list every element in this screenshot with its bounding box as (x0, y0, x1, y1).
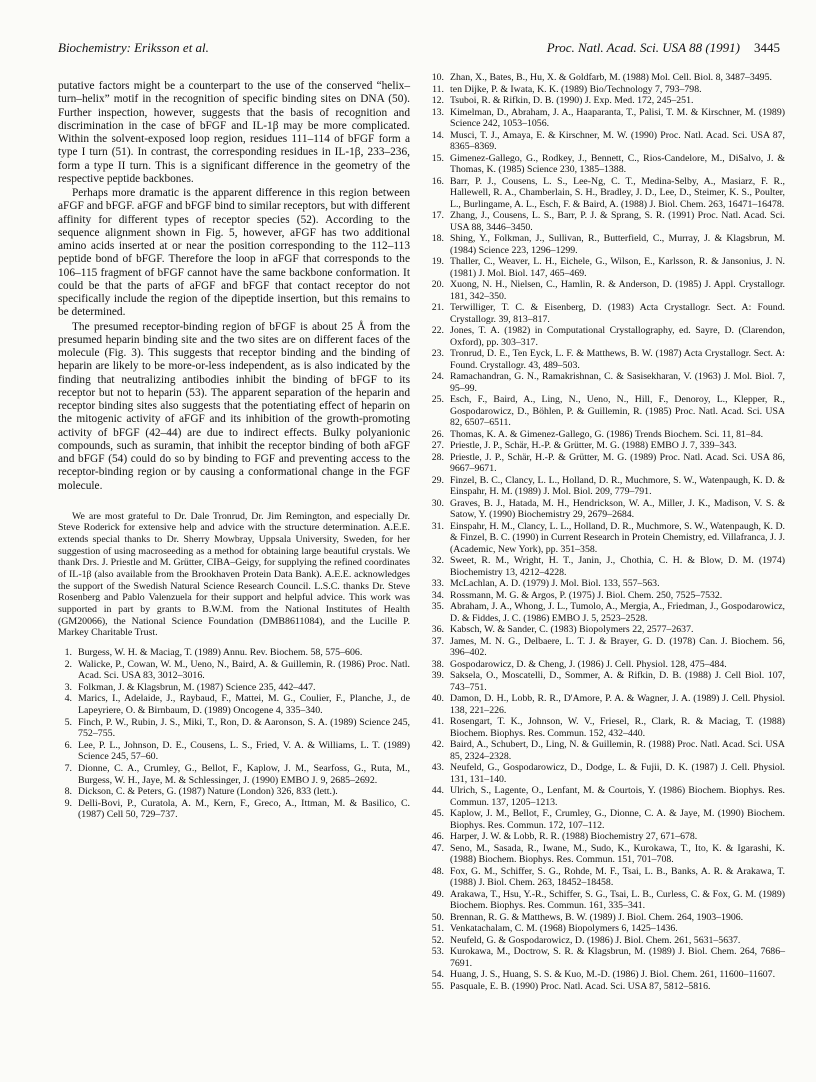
reference-number: 12. (431, 95, 444, 106)
reference-number: 31. (431, 520, 444, 532)
reference-item (430, 866, 785, 889)
reference-text: Thomas, K. A. & Gimenez-Gallego, G. (1986) Trends Biochem. Sci. 11, 81–84. (450, 428, 764, 440)
reference-text: Venkatachalam, C. M. (1968) Biopolymers 6, 1425–1436. (450, 923, 678, 934)
reference-number: 47. (431, 842, 444, 854)
reference-text: Priestle, J. P., Schär, H.-P. & Grütter, M. G. (1989) Proc. Natl. Acad. Sci. USA 86, 9667–9671. (450, 451, 785, 474)
reference-number: 24. (431, 371, 444, 382)
reference-item (430, 912, 785, 924)
journal-citation: Proc. Natl. Acad. Sci. USA 88 (1991) (546, 40, 740, 55)
reference-item (430, 302, 785, 325)
reference-number: 7. (64, 762, 72, 774)
reference-text: Rosengart, T. K., Johnson, W. V., Friesel, R., Clark, R. & Maciag, T. (1988) Biochem. Biophys. Res. Commun. 152, 432–440. (450, 716, 785, 739)
reference-item (430, 981, 785, 993)
reference-list-right (430, 72, 785, 992)
reference-text: Harper, J. W. & Lobb, R. R. (1988) Biochemistry 27, 671–678. (450, 831, 698, 842)
reference-number: 34. (431, 589, 444, 601)
reference-text: Terwilliger, T. C. & Eisenberg, D. (1983) Acta Crystallogr. Sect. A: Found. Crystallogr. 39, 813–817. (450, 302, 785, 325)
reference-text: Zhang, J., Cousens, L. S., Barr, P. J. & Sprang, S. R. (1991) Proc. Natl. Acad. Sci. USA 88, 3446–3450. (450, 210, 785, 233)
reference-number: 53. (431, 946, 444, 957)
reference-text: Finch, P. W., Rubin, J. S., Miki, T., Ron, D. & Aaronson, S. A. (1989) Science 245, 752–755. (78, 716, 410, 740)
reference-number: 43. (431, 762, 444, 773)
reference-number: 8. (64, 786, 72, 798)
reference-item (430, 739, 785, 762)
reference-number: 33. (431, 578, 444, 589)
reference-number: 21. (431, 302, 444, 313)
reference-item (430, 601, 785, 624)
body-paragraph: The presumed receptor-binding region of bFGF is about 25 Å from the presumed heparin binding site and the two sites are on different faces of the molecule (Fig. 3). This suggests that receptor binding and the binding of heparin are likely to be more-or-less independent, as is also indicated by the finding that neutralizing antibodies inhibit the binding of bFGF to its receptor but not to heparin (53). The apparent separation of the heparin and receptor binding sites also suggests that the potentiating effect of heparin on the mitogenic activity of aFGF and its inhibition of the growth-promoting activity of bFGF (42–44) are due to indirect effects. Bulky polyanionic compounds, such as suramin, that inhibit the receptor binding of both aFGF and bFGF (54) could do so by binding to FGF and preventing access to the receptor-binding region or by causing a conformational change in the FGF molecule. (58, 320, 410, 492)
reference-text: Kaplow, J. M., Bellot, F., Crumley, G., Dionne, C. A. & Jaye, M. (1990) Biochem. Biophys. Res. Commun. 172, 107–112. (450, 808, 785, 831)
reference-item (430, 555, 785, 578)
reference-item (430, 636, 785, 659)
reference-number: 46. (431, 831, 444, 842)
reference-text: Esch, F., Baird, A., Ling, N., Ueno, N., Hill, F., Denoroy, L., Klepper, R., Gospodarowicz, D., Böhlen, P. & Guillemin, R. (1985) Proc. Natl. Acad. Sci. USA 82, 6507–6511. (450, 394, 785, 428)
reference-number: 50. (431, 911, 444, 923)
reference-number: 23. (431, 348, 444, 359)
reference-number: 42. (431, 739, 444, 750)
reference-number: 9. (64, 797, 72, 809)
reference-item (430, 831, 785, 843)
reference-number: 22. (431, 325, 444, 336)
reference-item (430, 693, 785, 716)
reference-item (430, 325, 785, 348)
reference-number: 54. (431, 969, 444, 980)
reference-number: 32. (431, 555, 444, 566)
reference-number: 4. (64, 693, 72, 705)
reference-text: Abraham, J. A., Whong, J. L., Tumolo, A., Mergia, A., Friedman, J., Gospodarowicz, D. & Fiddes, J. C. (1986) EMBO J. 5, 2523–2528. (450, 601, 785, 624)
reference-item (430, 176, 785, 211)
reference-number: 28. (431, 451, 444, 463)
reference-text: Graves, B. J., Hatada, M. H., Hendrickson, W. A., Miller, J. K., Madison, V. S. & Satow, Y. (1990) Biochemistry 29, 2679–2684. (450, 497, 785, 520)
reference-item (430, 107, 785, 130)
reference-number: 49. (431, 888, 444, 900)
reference-text: Priestle, J. P., Schär, H.-P. & Grütter, M. G. (1988) EMBO J. 7, 339–343. (450, 440, 737, 451)
reference-number: 45. (431, 808, 444, 819)
reference-text: Barr, P. J., Cousens, L. S., Lee-Ng, C. T., Medina-Selby, A., Masiarz, F. R., Hallewell, R. A., Chamberlain, S. H., Bradley, J. D., Lee, D., Steimer, K. S., Poulter, L., Burlingame, A. L., Esch, F. & Baird, A. (1988) J. Biol. Chem. 263, 16471–16478. (450, 175, 785, 210)
reference-text: Burgess, W. H. & Maciag, T. (1989) Annu. Rev. Biochem. 58, 575–606. (78, 646, 363, 658)
reference-item (430, 969, 785, 981)
reference-item (58, 647, 410, 659)
reference-item (430, 659, 785, 671)
reference-text: Gospodarowicz, D. & Cheng, J. (1986) J. Cell. Physiol. 128, 475–484. (450, 658, 727, 670)
reference-text: Einspahr, H. M., Clancy, L. L., Holland, D. R., Muchmore, S. W., Watenpaugh, K. D. & Finzel, B. C. (1990) in Current Research in Protein Chemistry, ed. Villafranca, J. J. (Academic, New York), pp. 351–358. (450, 520, 785, 555)
reference-item (430, 95, 785, 107)
reference-item (430, 394, 785, 429)
reference-text: Gimenez-Gallego, G., Rodkey, J., Bennett, C., Rios-Candelore, M., DiSalvo, J. & Thomas, K. (1985) Science 230, 1385–1388. (450, 152, 785, 175)
reference-text: Dionne, C. A., Crumley, G., Bellot, F., Kaplow, J. M., Searfoss, G., Ruta, M., Burgess, W. H., Jaye, M. & Schlessinger, J. (1990) EMBO J. 9, 2685–2692. (78, 762, 410, 786)
reference-number: 13. (431, 106, 444, 118)
reference-number: 20. (431, 279, 444, 290)
reference-item (430, 348, 785, 371)
reference-number: 27. (431, 440, 444, 451)
running-header-left: Biochemistry: Eriksson et al. (58, 40, 209, 55)
reference-text: Brennan, R. G. & Matthews, B. W. (1989) J. Biol. Chem. 264, 1903–1906. (450, 911, 744, 923)
reference-item (430, 256, 785, 279)
reference-number: 2. (64, 658, 72, 670)
reference-text: Sweet, R. M., Wright, H. T., Janin, J., Chothia, C. H. & Blow, D. M. (1974) Biochemistry 13, 4212–4228. (450, 555, 785, 578)
reference-item (430, 785, 785, 808)
reference-number: 3. (64, 681, 72, 693)
reference-item (58, 740, 410, 763)
reference-number: 17. (431, 210, 444, 221)
reference-text: Folkman, J. & Klagsbrun, M. (1987) Science 235, 442–447. (78, 681, 316, 693)
reference-number: 5. (64, 716, 72, 728)
reference-number: 6. (64, 739, 72, 751)
reference-text: Lee, P. L., Johnson, D. E., Cousens, L. S., Fried, V. A. & Williams, L. T. (1989) Science 245, 57–60. (78, 739, 410, 763)
reference-item (430, 498, 785, 521)
reference-text: Jones, T. A. (1982) in Computational Crystallography, ed. Sayre, D. (Clarendon, Oxford), pp. 303–317. (450, 325, 785, 348)
reference-item (58, 763, 410, 786)
reference-number: 30. (431, 497, 444, 509)
reference-item (58, 786, 410, 798)
reference-text: Damon, D. H., Lobb, R. R., D'Amore, P. A. & Wagner, J. A. (1989) J. Cell. Physiol. 138, 221–226. (450, 693, 785, 716)
reference-text: Pasquale, E. B. (1990) Proc. Natl. Acad. Sci. USA 87, 5812–5816. (450, 980, 711, 992)
reference-item (58, 659, 410, 682)
reference-text: Ulrich, S., Lagente, O., Lenfant, M. & Courtois, Y. (1986) Biochem. Biophys. Res. Commun. 137, 1205–1213. (450, 785, 785, 808)
reference-item (430, 946, 785, 969)
reference-item (430, 130, 785, 153)
reference-number: 10. (431, 72, 444, 83)
reference-text: Fox, G. M., Schiffer, S. G., Rohde, M. F., Tsai, L. B., Banks, A. R. & Arakawa, T. (1988) J. Biol. Chem. 263, 18452–18458. (450, 865, 785, 888)
reference-item (58, 693, 410, 716)
reference-item (430, 590, 785, 602)
reference-text: Ramachandran, G. N., Ramakrishnan, C. & Sasisekharan, V. (1963) J. Mol. Biol. 7, 95–99. (450, 371, 785, 394)
reference-number: 55. (431, 980, 444, 992)
reference-item (430, 371, 785, 394)
reference-text: Seno, M., Sasada, R., Iwane, M., Sudo, K., Kurokawa, T., Ito, K. & Igarashi, K. (1988) Biochem. Biophys. Res. Commun. 151, 701–708. (450, 842, 785, 865)
reference-number: 26. (431, 428, 444, 440)
reference-item (430, 452, 785, 475)
reference-number: 11. (432, 83, 444, 95)
reference-number: 40. (431, 693, 444, 704)
reference-item (430, 716, 785, 739)
reference-number: 19. (431, 256, 444, 267)
reference-number: 14. (431, 129, 444, 141)
reference-text: Tsuboi, R. & Rifkin, D. B. (1990) J. Exp. Med. 172, 245–251. (450, 95, 694, 106)
reference-text: Finzel, B. C., Clancy, L. L., Holland, D. R., Muchmore, S. W., Watenpaugh, K. D. & Einspahr, H. M. (1989) J. Mol. Biol. 209, 779–791. (450, 474, 785, 497)
reference-item (430, 624, 785, 636)
reference-number: 38. (431, 658, 444, 670)
reference-number: 25. (431, 394, 444, 405)
reference-number: 16. (431, 175, 444, 187)
reference-text: James, M. N. G., Delbaere, L. T. J. & Brayer, G. D. (1978) Can. J. Biochem. 56, 396–402. (450, 635, 785, 658)
acknowledgments: We are most grateful to Dr. Dale Tronrud, Dr. Jim Remington, and especially Dr. Steve Roderick for extensive help and advice with the structure determination. A.E.E. extends special thanks to Dr. Sherry Mowbray, Uppsala University, Sweden, for her suggestion of using macroseeding as a method for obtaining large beautiful crystals. We thank Drs. J. Priestle and M. Grütter, CIBA–Geigy, for supplying the refined coordinates of IL-1β (also available from the Brookhaven Protein Data Bank). A.E.E. acknowledges the support of the Swedish Natural Science Research Council. L.S.C. thanks Dr. Steve Rosenberg and Pablo Valenzuela for their support and helpful advice. This work was supported in part by grants to B.W.M. from the National Institutes of Health (GM20066), the National Science Foundation (DMB8611084), and the Lucille P. Markey Charitable Trust. (58, 510, 410, 639)
reference-number: 29. (431, 474, 444, 486)
reference-text: Dickson, C. & Peters, G. (1987) Nature (London) 326, 833 (lett.). (78, 786, 338, 798)
reference-number: 35. (431, 601, 444, 612)
reference-text: Marics, I., Adelaide, J., Raybaud, F., Mattei, M. G., Coulier, F., Planche, J., de Lapeyriere, O. & Birnbaum, D. (1989) Oncogene 4, 335–340. (78, 693, 410, 716)
reference-text: Zhan, X., Bates, B., Hu, X. & Goldfarb, M. (1988) Mol. Cell. Biol. 8, 3487–3495. (450, 72, 772, 83)
reference-item (430, 521, 785, 556)
reference-text: Shing, Y., Folkman, J., Sullivan, R., Butterfield, C., Murray, J. & Klagsbrun, M. (1984) Science 223, 1296–1299. (450, 233, 785, 256)
reference-item (430, 440, 785, 452)
reference-text: Arakawa, T., Hsu, Y.-R., Schiffer, S. G., Tsai, L. B., Curless, C. & Fox, G. M. (1989) Biochem. Biophys. Res. Commun. 161, 335–341. (450, 888, 785, 911)
reference-text: Kurokawa, M., Doctrow, S. R. & Klagsbrun, M. (1989) J. Biol. Chem. 264, 7686–7691. (450, 946, 785, 969)
reference-number: 48. (431, 865, 444, 877)
reference-list-left (58, 647, 410, 821)
body-paragraph: putative factors might be a counterpart to the use of the conserved “helix–turn–helix” motif in the recognition of specific binding sites on DNA (50). Further inspection, however, suggests that the basis of recognition and discrimination in the case of bFGF and IL-1β may be more complicated. Within the solvent-exposed loop region, residues 111–114 of bFGF form a type I turn (51). In contrast, the corresponding residues in IL-1β, 233–236, form a type II turn. This is a significant difference in the geometry of the respective peptide backbones. (58, 80, 410, 185)
left-column (58, 80, 410, 821)
reference-item (430, 843, 785, 866)
reference-number: 15. (431, 152, 444, 164)
reference-item (430, 808, 785, 831)
body-paragraph: Perhaps more dramatic is the apparent difference in this region between aFGF and bFGF. aFGF and bFGF bind to similar receptors, but with different affinity for different types of receptor species (52). According to the sequence alignment shown in Fig. 5, however, aFGF has two additional amino acids inserted at or near the position corresponding to the 112–113 peptide bond of bFGF. Therefore the loop in aFGF that corresponds to the 106–115 fragment of bFGF cannot have the same backbone conformation. It could be that the parts of aFGF and bFGF that contact receptor do not specifically include the region of the dipeptide insertion, but this remains to be determined. (58, 187, 410, 319)
reference-text: Tronrud, D. E., Ten Eyck, L. F. & Matthews, B. W. (1987) Acta Crystallogr. Sect. A: Found. Crystallogr. 43, 489–503. (450, 348, 785, 371)
reference-item (430, 670, 785, 693)
reference-item (430, 762, 785, 785)
reference-item (430, 578, 785, 590)
reference-text: Thaller, C., Weaver, L. H., Eichele, G., Wilson, E., Karlsson, R. & Jansonius, J. N. (1981) J. Mol. Biol. 147, 465–469. (450, 256, 785, 279)
reference-item (430, 210, 785, 233)
reference-item (430, 429, 785, 441)
reference-text: Neufeld, G. & Gospodarowicz, D. (1986) J. Biol. Chem. 261, 5631–5637. (450, 934, 741, 946)
reference-number: 36. (431, 624, 444, 635)
right-column (430, 72, 785, 992)
reference-item (430, 889, 785, 912)
reference-item (58, 682, 410, 694)
reference-text: Musci, T. J., Amaya, E. & Kirschner, M. W. (1990) Proc. Natl. Acad. Sci. USA 87, 8365–8369. (450, 129, 785, 152)
reference-item (430, 233, 785, 256)
reference-item (430, 923, 785, 935)
reference-number: 37. (431, 635, 444, 647)
reference-text: Walicke, P., Cowan, W. M., Ueno, N., Baird, A. & Guillemin, R. (1986) Proc. Natl. Acad. Sci. USA 83, 3012–3016. (78, 658, 410, 682)
reference-number: 41. (431, 716, 444, 727)
reference-number: 18. (431, 233, 444, 244)
page-number: 3445 (754, 40, 780, 55)
reference-text: Rossmann, M. G. & Argos, P. (1975) J. Biol. Chem. 250, 7525–7532. (450, 589, 723, 601)
reference-text: Xuong, N. H., Nielsen, C., Hamlin, R. & Anderson, D. (1985) J. Appl. Crystallogr. 181, 342–350. (450, 279, 785, 302)
reference-number: 51. (431, 923, 444, 934)
reference-text: Kimelman, D., Abraham, J. A., Haaparanta, T., Palisi, T. M. & Kirschner, M. (1989) Science 242, 1053–1056. (450, 106, 785, 129)
reference-text: Saksela, O., Moscatelli, D., Sommer, A. & Rifkin, D. B. (1988) J. Cell Biol. 107, 743–751. (450, 670, 785, 693)
reference-item (430, 475, 785, 498)
reference-item (430, 279, 785, 302)
reference-number: 39. (431, 670, 444, 681)
reference-item (430, 153, 785, 176)
reference-number: 52. (431, 934, 444, 946)
running-header-right (480, 40, 780, 56)
reference-text: McLachlan, A. D. (1979) J. Mol. Biol. 133, 557–563. (450, 578, 660, 589)
reference-text: Neufeld, G., Gospodarowicz, D., Dodge, L. & Fujii, D. K. (1987) J. Cell. Physiol. 131, 131–140. (450, 762, 785, 785)
reference-item (58, 798, 410, 821)
reference-item (430, 72, 785, 84)
reference-text: Delli-Bovi, P., Curatola, A. M., Kern, F., Greco, A., Ittman, M. & Basilico, C. (1987) Cell 50, 729–737. (78, 797, 410, 821)
reference-item (58, 717, 410, 740)
reference-number: 1. (64, 646, 72, 658)
reference-text: Baird, A., Schubert, D., Ling, N. & Guillemin, R. (1988) Proc. Natl. Acad. Sci. USA 85, 2324–2328. (450, 739, 785, 762)
reference-text: ten Dijke, P. & Iwata, K. K. (1989) Bio/Technology 7, 793–798. (450, 83, 702, 95)
reference-number: 44. (431, 785, 444, 796)
reference-item (430, 935, 785, 947)
reference-text: Kabsch, W. & Sander, C. (1983) Biopolymers 22, 2577–2637. (450, 624, 694, 635)
reference-text: Huang, J. S., Huang, S. S. & Kuo, M.-D. (1986) J. Biol. Chem. 261, 11600–11607. (450, 969, 776, 980)
reference-item (430, 84, 785, 96)
